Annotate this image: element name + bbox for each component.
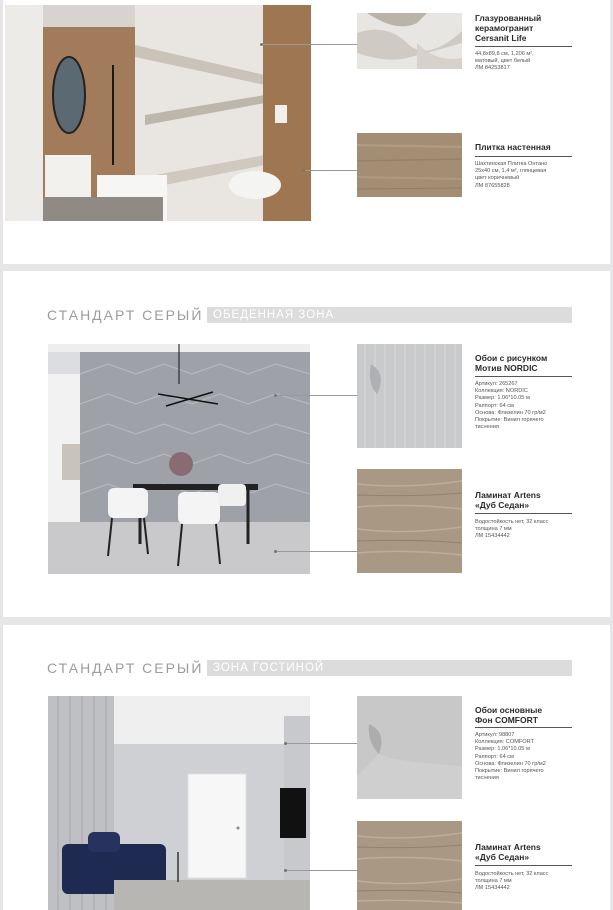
product-title: Обои основные Фон COMFORT (475, 705, 543, 725)
product-title: Обои с рисунком Мотив NORDIC (475, 353, 548, 373)
product-title: Ламинат Artens «Дуб Седан» (475, 490, 541, 510)
living-room-page (3, 625, 610, 910)
leader-line (275, 551, 357, 552)
dining-page (3, 271, 610, 617)
title-underline (475, 513, 572, 514)
collection-title: СТАНДАРТ СЕРЫЙ (47, 660, 204, 676)
collection-title: СТАНДАРТ СЕРЫЙ (47, 307, 204, 323)
title-underline (475, 865, 572, 866)
swatch-oak-laminate (357, 469, 462, 573)
zone-title: ЗОНА ГОСТИНОЙ (213, 662, 325, 674)
title-underline (475, 46, 572, 47)
swatch-comfort-wallpaper (357, 696, 462, 799)
title-underline (475, 727, 572, 728)
zone-bar (207, 307, 572, 323)
leader-line (261, 44, 357, 45)
zone-title: ОБЕДЕННАЯ ЗОНА (213, 309, 335, 321)
product-title: Плитка настенная (475, 142, 551, 152)
dining-photo (48, 344, 310, 574)
watermark: ALT (525, 22, 566, 44)
living-room-photo (48, 696, 310, 910)
product-title: Глазурованный керамогранит Cersanit Life (475, 13, 542, 43)
title-underline (475, 156, 572, 157)
section-header (47, 307, 572, 323)
bathroom-photo (5, 5, 311, 221)
product-description: Водостойкость нет, 32 класс толщина 7 мм ЛМ 15434442 (475, 871, 549, 892)
swatch-oak-laminate (357, 821, 462, 910)
swatch-wall-tile (357, 133, 462, 197)
product-description: Водостойкость нет, 32 класс толщина 7 мм ЛМ 15434442 (475, 519, 549, 540)
swatch-porcelain-tile (357, 13, 462, 69)
leader-line (285, 870, 357, 871)
product-description: Артикул: 265267 Коллекция: NORDIC Размер: 1.06*10.05 м Раппорт: 64 см Основа: Флизелин 70 гр/м2 Покрытие: Винил горячего тиснения (475, 381, 546, 431)
product-description: 44,8х89,8 см, 1,206 м², матовый, цвет белый ЛМ 84253817 (475, 51, 534, 72)
product-description: Шахтинская Плитка Онтано 25х40 см, 1,4 м², глянцевая цвет коричневый ЛМ 87655828 (475, 161, 548, 189)
leader-line (275, 395, 357, 396)
section-header (47, 660, 572, 676)
bathroom-page (3, 0, 610, 264)
product-title: Ламинат Artens «Дуб Седан» (475, 842, 541, 862)
leader-line (285, 743, 357, 744)
product-description: Артикул: 98807 Коллекция: COMFORT Размер: 1.06*10.05 м Раппорт: 64 см Основа: Флизелин 70 гр/м2 Покрытие: Винил горячего тиснения (475, 732, 546, 782)
zone-bar (207, 660, 572, 676)
title-underline (475, 376, 572, 377)
leader-line (303, 170, 357, 171)
swatch-nordic-wallpaper (357, 344, 462, 448)
